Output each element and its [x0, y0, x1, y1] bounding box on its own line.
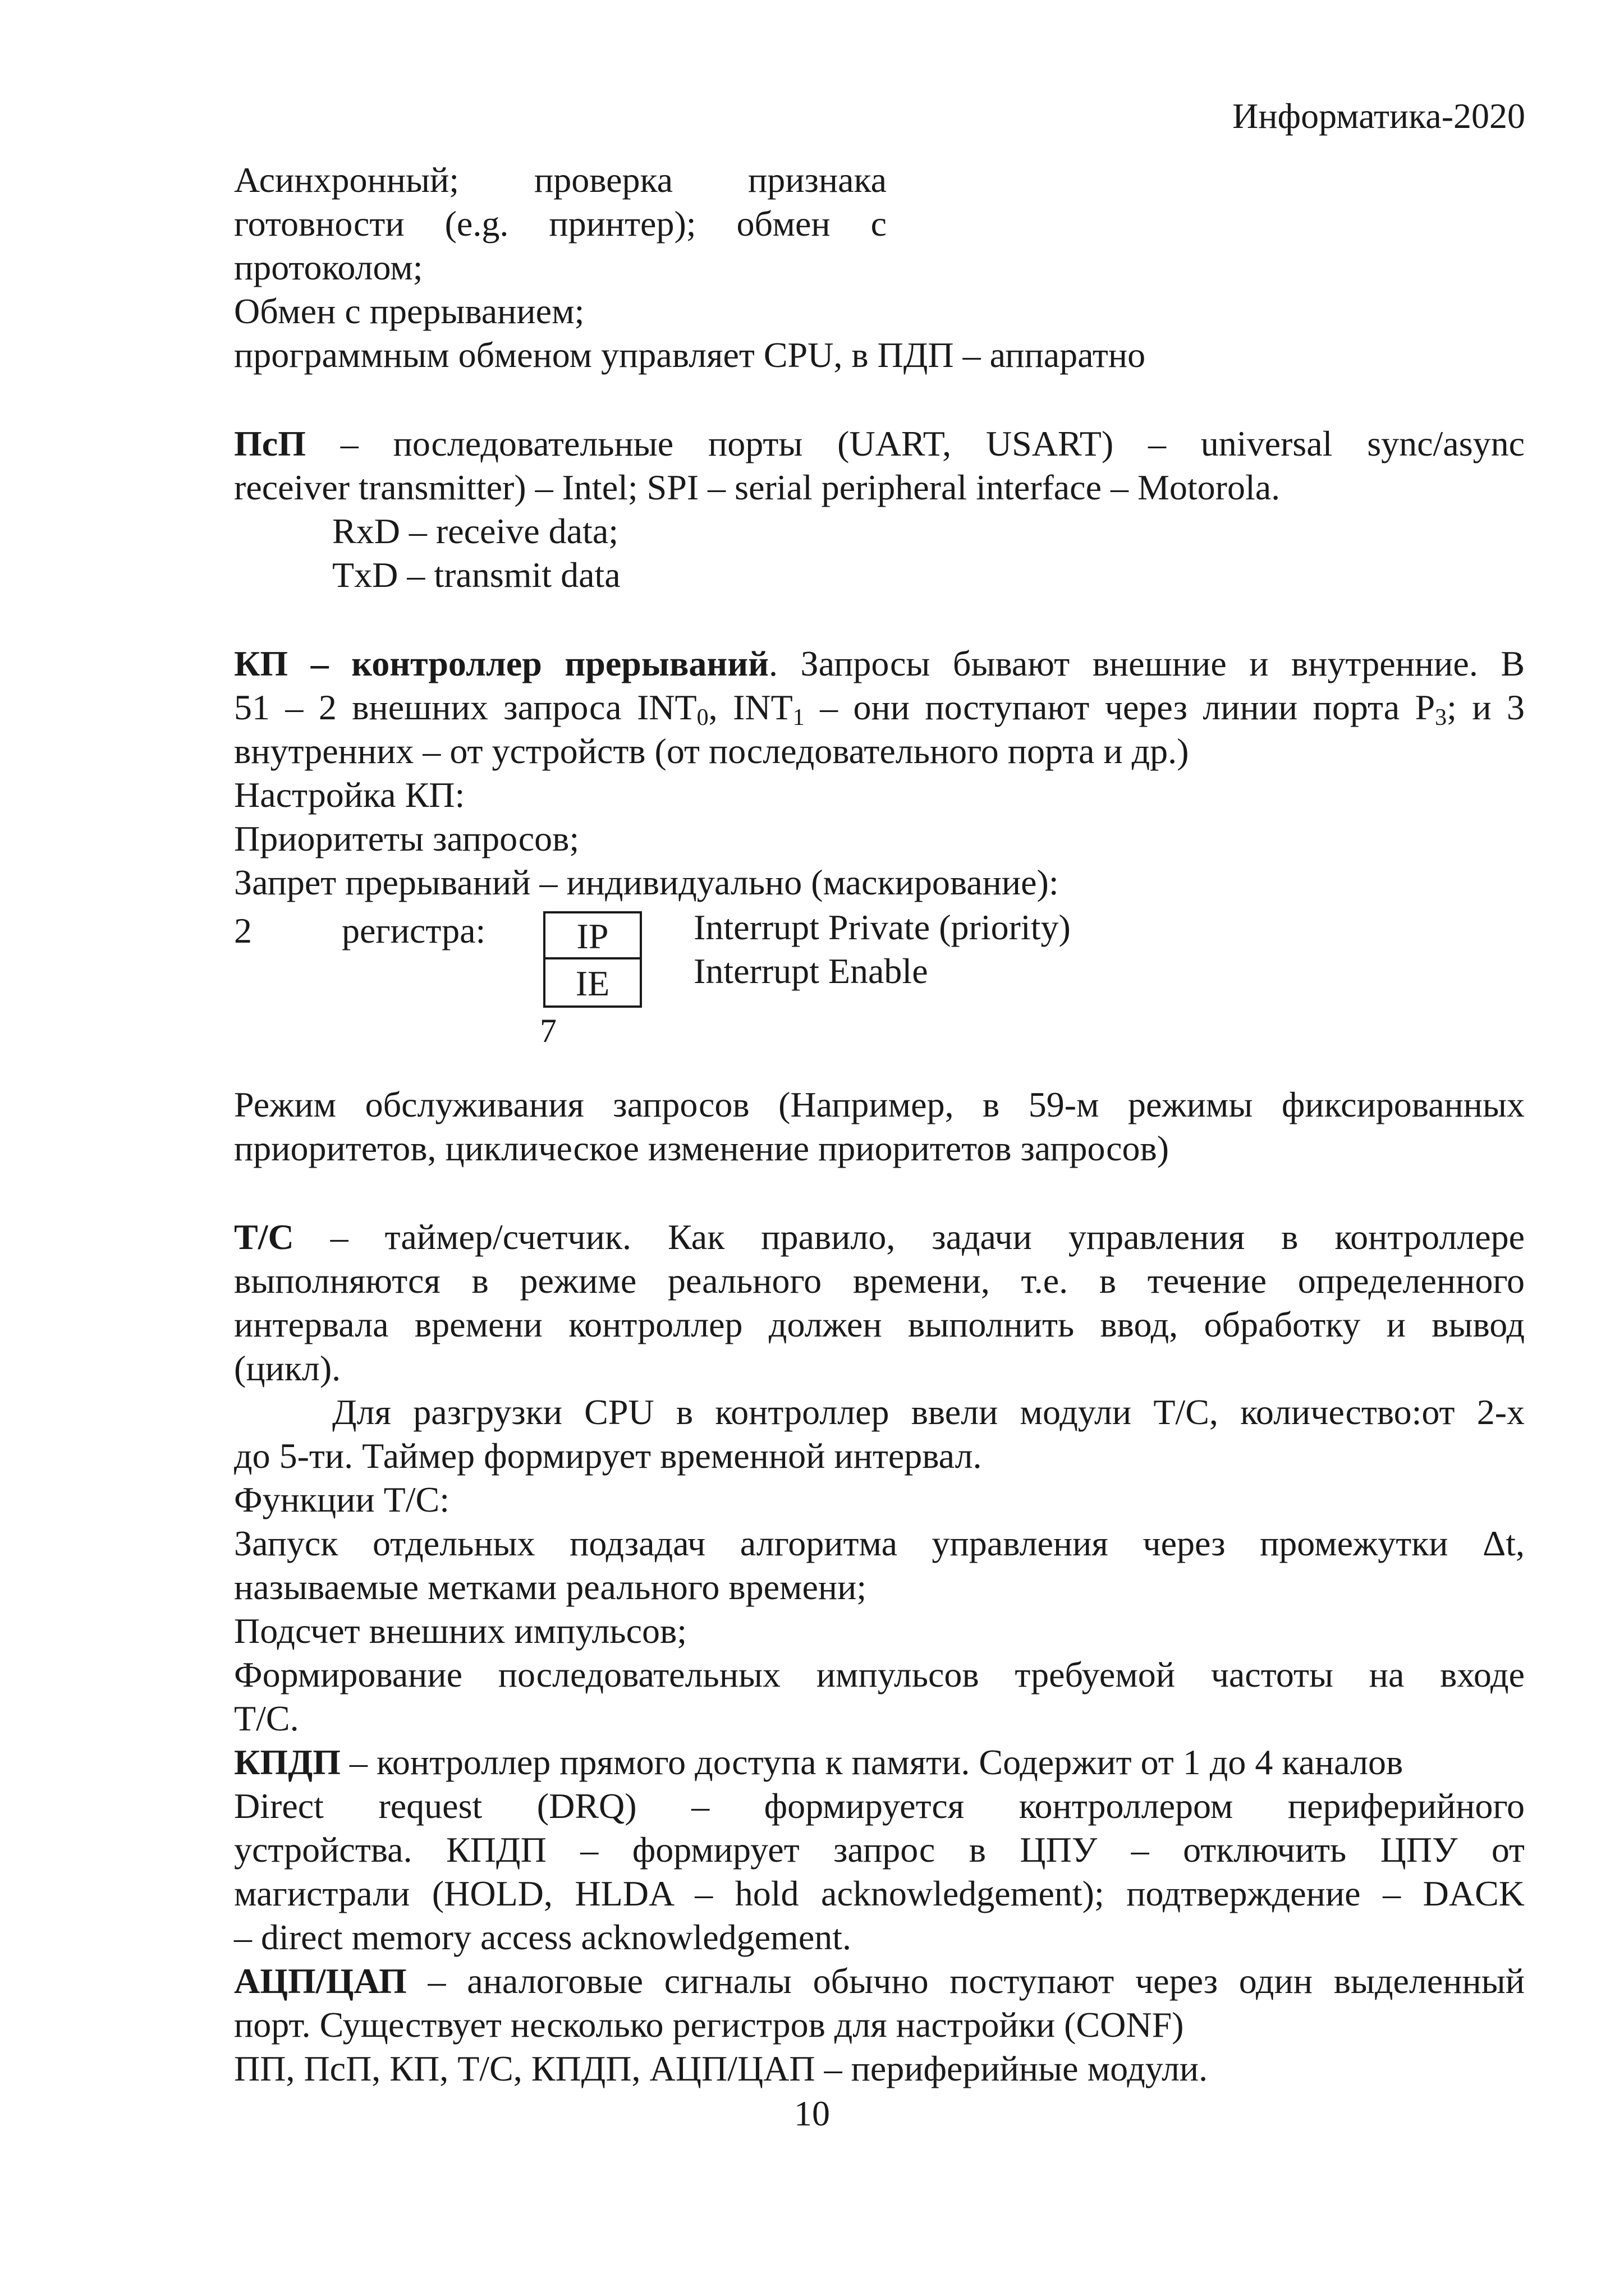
- kp-line-3: внутренних – от устройств (от последовательного порта и др.): [234, 731, 1189, 771]
- adc-line-1: АЦП/ЦАП – аналоговые сигналы обычно поступают через один выделенный: [234, 1961, 1525, 2001]
- reg-label: [234, 909, 485, 953]
- kp-priorities: Приоритеты запросов;: [234, 819, 580, 858]
- tc-line-5: Для разгрузки CPU в контроллер ввели модули Т/С, количество:от 2-х: [332, 1392, 1525, 1432]
- psp-line-1: ПсП – последовательные порты (UART, USART) – universal sync/async: [234, 424, 1525, 463]
- tc-func-3a: Формирование последовательных импульсов требуемой частоты на входе: [234, 1655, 1525, 1695]
- register-ip: IP: [545, 913, 640, 959]
- async-line-4: Обмен с прерыванием;: [234, 291, 585, 331]
- adc-summary: ПП, ПсП, КП, Т/С, КПДП, АЦП/ЦАП – периферийные модули.: [234, 2049, 1208, 2088]
- async-line-5: программным обменом управляет CPU, в ПДП – аппаратно: [234, 335, 1146, 375]
- register-box: [543, 911, 642, 1008]
- psp-line-2: receiver transmitter) – Intel; SPI – serial peripheral interface – Motorola.: [234, 467, 1281, 507]
- psp-term: ПсП: [234, 424, 306, 463]
- tc-func-1b: называемые метками реального времени;: [234, 1567, 867, 1607]
- register-bit-label: 7: [540, 1012, 557, 1049]
- reg-count: 2: [234, 911, 252, 950]
- tc-line-1: Т/С – таймер/счетчик. Как правило, задачи управления в контроллере: [234, 1217, 1525, 1257]
- kpdp-line-1: КПДП – контроллер прямого доступа к памяти. Содержит от 1 до 4 каналов: [234, 1742, 1403, 1782]
- psp-txd: TxD – transmit data: [332, 555, 621, 595]
- register-ie-desc: Interrupt Enable: [694, 951, 928, 991]
- adc-line-2: порт. Существует несколько регистров для настройки (CONF): [234, 2005, 1184, 2045]
- kpdp-line-4: магистрали (HOLD, HLDA – hold acknowledgement); подтверждение – DACK: [234, 1873, 1525, 1913]
- kp-line-1: КП – контроллер прерываний. Запросы бывают внешние и внутренние. В: [234, 644, 1525, 683]
- reg-word: регистра:: [342, 911, 486, 950]
- tc-func-3b: Т/С.: [234, 1698, 299, 1738]
- kp-mode-line-2: приоритетов, циклическое изменение приоритетов запросов): [234, 1128, 1169, 1168]
- tc-func-2: Подсчет внешних импульсов;: [234, 1611, 687, 1651]
- tc-line-3: интервала времени контроллер должен выполнить ввод, обработку и вывод: [234, 1305, 1525, 1344]
- kpdp-line-5: – direct memory access acknowledgement.: [234, 1917, 851, 1957]
- tc-func-1a: Запуск отдельных подзадач алгоритма управления через промежутки Δt,: [234, 1523, 1525, 1563]
- kp-line-2: 51 – 2 внешних запроса $INT_0$, $INT_1$ – они поступают через линии порта $P_3$; и 3: [234, 687, 1525, 731]
- page-number: 10: [794, 2093, 830, 2133]
- kpdp-term: КПДП: [234, 1742, 341, 1782]
- kp-masking: Запрет прерываний – индивидуально (маскирование):: [234, 862, 1059, 902]
- psp-rxd: RxD – receive data;: [332, 511, 618, 551]
- register-ip-desc: Interrupt Private (priority): [694, 907, 1071, 947]
- tc-functions: Функции Т/С:: [234, 1480, 449, 1519]
- kpdp-line-2: Direct request (DRQ) – формируется контроллером периферийного: [234, 1786, 1525, 1826]
- register-ie: IE: [575, 963, 610, 1003]
- kp-term: КП – контроллер прерываний: [234, 644, 769, 683]
- tc-line-4: (цикл).: [234, 1348, 341, 1388]
- tc-line-6: до 5-ти. Таймер формирует временной интервал.: [234, 1436, 982, 1476]
- async-line-3: протоколом;: [234, 247, 423, 287]
- kp-mode-line-1: Режим обслуживания запросов (Например, в 59-м режимы фиксированных: [234, 1085, 1525, 1124]
- tc-line-2: выполняются в режиме реального времени, т.е. в течение определенного: [234, 1261, 1525, 1301]
- adc-term: АЦП/ЦАП: [234, 1961, 407, 2001]
- async-line-2: готовности (e.g. принтер); обмен с: [234, 204, 887, 244]
- running-header: Информатика-2020: [1232, 96, 1525, 136]
- async-line-1: Асинхронный; проверка признака: [234, 160, 887, 200]
- kpdp-line-3: устройства. КПДП – формирует запрос в ЦПУ – отключить ЦПУ от: [234, 1830, 1525, 1870]
- tc-term: Т/С: [234, 1217, 294, 1257]
- kp-setup: Настройка КП:: [234, 775, 465, 815]
